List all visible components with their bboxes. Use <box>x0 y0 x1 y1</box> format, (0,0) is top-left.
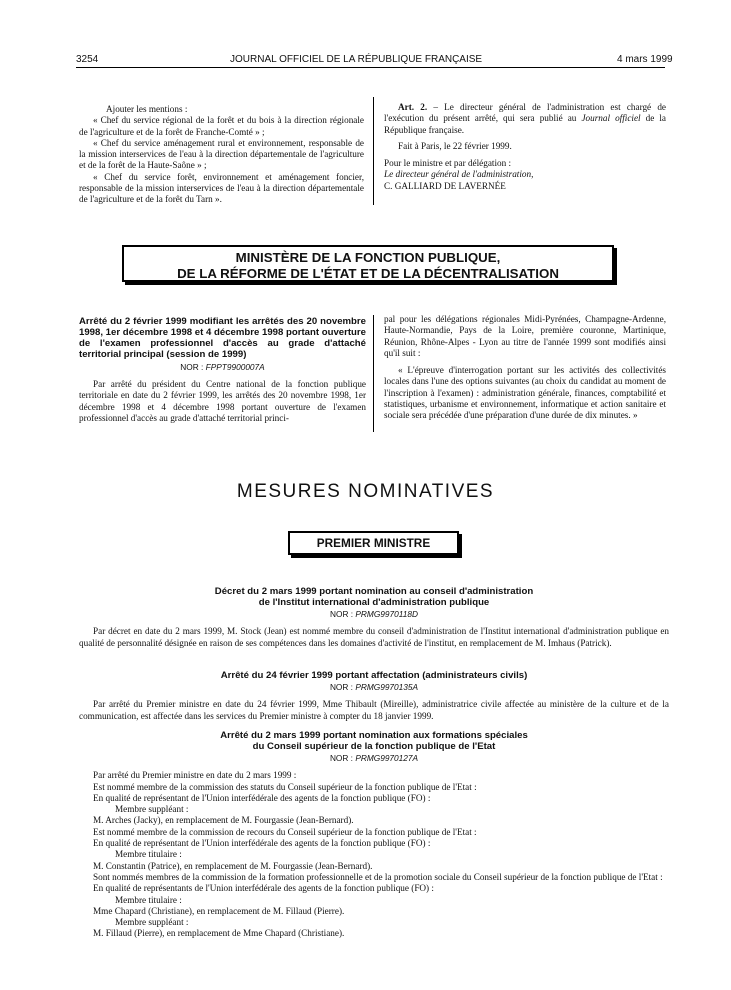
nor-code: PRMG9970127A <box>355 753 419 763</box>
arrete-3-line: Est nommé membre de la commission des statuts du Conseil supérieur de la fonction publique de l'Etat : <box>93 781 477 792</box>
mentions-intro: Ajouter les mentions : <box>106 104 188 114</box>
arrete-1-body: Par arrêté du président du Centre national de la fonction publique territoriale en date du 2 février 1999, les arrêtés des 20 novembre 1998, 1er décembre 1998 et 4 décembre 1998 portant ouverture de l'examen professionnel d'accès au grade d'attaché territorial princi- <box>79 379 366 423</box>
mention-item: « Chef du service aménagement rural et environnement, responsable de la mission interservices de l'eau à la direction départementale de l'agriculture et de la forêt de la Haute-Saône » ; <box>79 137 364 171</box>
top-right-column <box>384 102 666 192</box>
arrete-3-title-line-1: Arrêté du 2 mars 1999 portant nomination aux formations spéciales <box>220 730 528 741</box>
premier-ministre-heading: PREMIER MINISTRE <box>288 531 459 555</box>
nor-label: NOR : <box>329 682 353 692</box>
arrete-3-line: M. Arches (Jacky), en remplacement de M. Fourgassie (Jean-Bernard). <box>93 815 354 826</box>
signature-title: Le directeur général de l'administration, <box>384 169 534 180</box>
decret-1 <box>79 586 669 649</box>
nor-code: FPPT9900007A <box>205 362 265 372</box>
ministry-heading-box <box>122 245 614 282</box>
arrete-1-quote: « L'épreuve d'interrogation portant sur les activités des collectivités locales dans l'une des options suivantes (au choix du candidat au moment de l'inscription à l'examen) : administration générale, finances, comptabilité et statistiques, urbanisme et environnement, informatique et action sanitaire et sociale sera précédée d'une préparation d'une durée de dix minutes. » <box>384 365 666 421</box>
arrete-3-line: M. Constantin (Patrice), en remplacement de M. Fourgassie (Jean-Bernard). <box>93 860 373 871</box>
arrete-1-body-continued: pal pour les délégations régionales Midi-Pyrénées, Champagne-Ardenne, Haute-Normandie, Pays de la Loire, première couronne, Martinique, Réunion, Rhône-Alpes - Lyon au titre de l'année 1999 sont modifiés ainsi qu'il suit : <box>384 314 666 358</box>
arrete-3-title-line-2: du Conseil supérieur de la fonction publique de l'Etat <box>252 741 496 752</box>
arrete-1-title: Arrêté du 2 février 1999 modifiant les arrêtés des 20 novembre 1998, 1er décembre 1998 et 4 décembre 1998 portant ouverture de l'examen professionnel d'accès au grade d'attaché territorial principal (session de 1999) <box>79 316 366 360</box>
header-rule <box>76 67 665 68</box>
arrete-3 <box>79 730 669 940</box>
arrete-3-line: Membre titulaire : <box>115 849 182 860</box>
nor-label: NOR : <box>180 362 204 372</box>
journal-title: JOURNAL OFFICIEL DE LA RÉPUBLIQUE FRANÇAISE <box>230 54 483 65</box>
decret-1-body: Par décret en date du 2 mars 1999, M. Stock (Jean) est nommé membre du conseil d'administration de l'Institut international d'administration publique en qualité de personnalité désignée en raison de ses compétences dans les domaines d'activité de l'institut, en remplacement de M. Imhaus (Patrick). <box>79 626 669 648</box>
article-text-end: de la République française. <box>384 113 667 135</box>
arrete-2-body: Par arrêté du Premier ministre en date du 24 février 1999, Mme Thibault (Mireille), administratrice civile affectée au ministère de la culture et de la communication, est affectée dans les services du Premier ministre à compter du 18 janvier 1999. <box>79 699 669 721</box>
arrete-3-line: Sont nommés membres de la commission de la formation professionnelle et de la promotion sociale du Conseil supérieur de la fonction publique de l'Etat : <box>93 871 663 882</box>
arrete-3-line: En qualité de représentant de l'Union interfédérale des agents de la fonction publique (FO) : <box>93 792 431 803</box>
nor-label: NOR : <box>330 609 354 619</box>
arrete-3-line: M. Fillaud (Pierre), en remplacement de Mme Chapard (Christiane). <box>93 928 345 939</box>
nor-code: PRMG9970118D <box>355 609 418 619</box>
signature-delegation: Pour le ministre et par délégation : <box>384 158 512 169</box>
arrete-3-line: En qualité de représentants de l'Union interfédérale des agents de la fonction publique (FO) : <box>93 883 434 894</box>
issue-date: 4 mars 1999 <box>617 54 673 65</box>
signature-name: C. GALLIARD DE LAVERNÉE <box>384 180 506 191</box>
arrete-3-line: Est nommé membre de la commission de recours du Conseil supérieur de la fonction publique de l'Etat : <box>93 826 477 837</box>
arrete-2-title: Arrêté du 24 février 1999 portant affectation (administrateurs civils) <box>220 670 528 681</box>
column-divider <box>373 97 374 205</box>
nor-label: NOR : <box>329 753 353 763</box>
arrete-1-left <box>79 316 366 424</box>
arrete-1-right <box>384 314 666 422</box>
arrete-3-line: Mme Chapard (Christiane), en remplacement de M. Fillaud (Pierre). <box>93 905 345 916</box>
article-text: – Le directeur général de l'administration est chargé de l'exécution du présent arrêté, qui sera publié au <box>384 102 666 124</box>
journal-officiel-ref: Journal officiel <box>581 113 641 124</box>
ministry-line-1: MINISTÈRE DE LA FONCTION PUBLIQUE, <box>235 250 501 265</box>
arrete-3-line: Membre suppléant : <box>115 917 189 928</box>
decret-1-title-line-2: de l'Institut international d'administration publique <box>258 597 490 608</box>
mention-item: « Chef du service régional de la forêt et du bois à la direction régionale de l'agriculture et de la forêt de Franche-Comté » ; <box>79 115 364 137</box>
section-title: MESURES NOMINATIVES <box>236 481 495 502</box>
done-at: Fait à Paris, le 22 février 1999. <box>398 140 512 151</box>
column-divider <box>373 315 374 432</box>
arrete-3-line: En qualité de représentant de l'Union interfédérale des agents de la fonction publique (FO) : <box>93 838 431 849</box>
decret-1-title-line-1: Décret du 2 mars 1999 portant nomination au conseil d'administration <box>214 586 534 597</box>
ministry-line-2: DE LA RÉFORME DE L'ÉTAT ET DE LA DÉCENTRALISATION <box>177 266 559 281</box>
top-left-column <box>79 104 364 206</box>
arrete-3-line: Membre suppléant : <box>115 804 189 815</box>
arrete-3-line: Membre titulaire : <box>115 894 182 905</box>
arrete-3-line: Par arrêté du Premier ministre en date du 2 mars 1999 : <box>93 770 297 781</box>
arrete-2 <box>79 670 669 722</box>
nor-code: PRMG9970135A <box>355 682 419 692</box>
mention-item: « Chef du service forêt, environnement et aménagement foncier, responsable de la mission interservices de l'eau à la direction départementale de l'agriculture et de la forêt du Tarn ». <box>79 171 364 205</box>
article-label: Art. 2. <box>398 102 428 112</box>
page-number: 3254 <box>76 54 99 65</box>
